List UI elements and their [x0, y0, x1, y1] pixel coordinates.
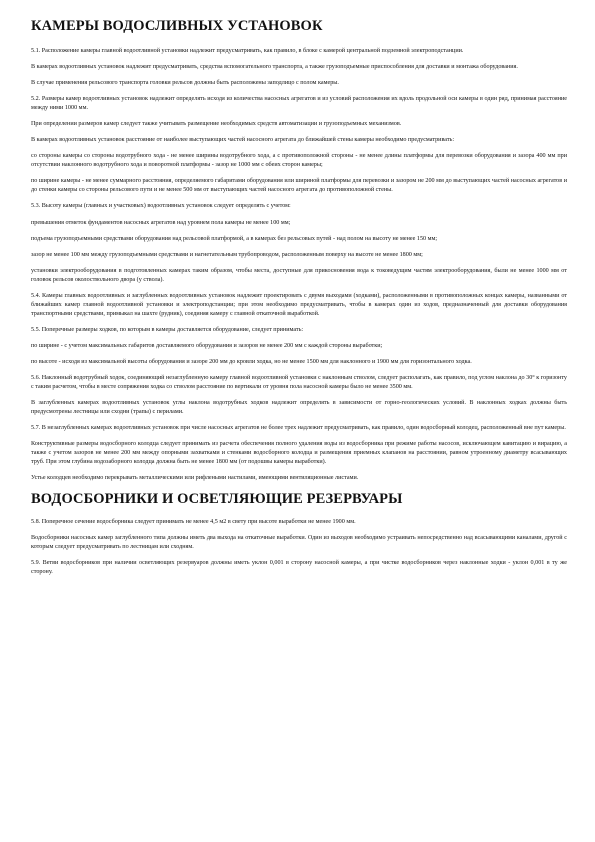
paragraph: 5.6. Наклонный водотрубный ходок, соединяющий незаглубленную камеру главной водоотливной установки с наклонным стволом, следует располагать, как правило, под углом наклона до 30° к горизонту с таким расчетом, чтобы в месте сопряжения ходка со стволом расстояние по вертикали от уровня пола насосной камеры было не менее 3500 мм. [31, 375, 567, 390]
section-body-pump-chambers [31, 47, 567, 483]
paragraph: 5.5. Поперечные размеры ходков, по которым в камеры доставляется оборудование, следует принимать: [31, 326, 304, 333]
paragraph: В заглубленных камерах водоотливных установок углы наклона водотрубных ходков надлежит определять в зависимости от горно-геологических условий. В наклонных ходках должны быть предусмотрены лестницы или сходни (трапы) с перилами. [31, 400, 567, 415]
paragraph: Устье колодцев необходимо перекрывать металлическими или рифлеными настилами, имеющими вентиляционные листами. [31, 475, 359, 482]
paragraph: 5.4. Камеры главных водоотливных и заглубленных водоотливных установок надлежит проектировать с двумя выходами (ходками), расположенными в противоположных концах камеры, названными от ближайших камер главной водоотливной установки и электроподстанции; при этом необходимо предусматривать, чтобы в камерах один из ходов, предназначенный для доставки оборудования транспортными средствами, примыкал на шахте (рудник), соединяя камеру с главной откаточной выработкой. [31, 292, 567, 317]
paragraph: 5.8. Поперечное сечение водосборника следует принимать не менее 4,5 м2 в свету при высоте выработки не менее 1900 мм. [31, 518, 356, 525]
section-body-sumps-reservoirs [31, 518, 567, 577]
paragraph: В камерах водоотливных установок расстояние от наиболее выступающих частей насосного агрегата до ближайшей стены камеры необходимо предусматривать: [31, 137, 455, 144]
paragraph: Водосборники насосных камер заглубленного типа должны иметь два выхода на откаточные выработки. Один из выходов необходимо устраивать непосредственно над всасывающими каналами, другой с которым следует предусматривать по лестницам или сходням. [31, 535, 567, 550]
paragraph: В случае применения рельсового транспорта головки рельсов должны быть расположены заподлицо с полом камеры. [31, 80, 339, 87]
paragraph: по ширине - с учетом максимальных габаритов доставляемого оборудования и зазоров не менее 200 мм с каждой стороны выработки; [31, 342, 383, 349]
paragraph: зазор не менее 100 мм между грузоподъемными средствами и нагнетательным трубопроводом, расположенным поверху на высоте не менее 1800 мм; [31, 251, 423, 258]
paragraph: 5.1. Расположение камеры главной водоотливной установки надлежит предусматривать, как правило, в блоке с камерой центральной подземной электроподстанции. [31, 48, 464, 54]
paragraph: подъема грузоподъемными средствами оборудования над рельсовой платформой, а в камерах без рельсовых путей - над полом на высоту не менее 150 мм; [31, 235, 438, 242]
paragraph: 5.2. Размеры камер водоотливных установок надлежит определять исходя из количества насосных агрегатов и из условий расположения их вдоль продольной оси камеры в один ряд, принимая расстояние между ними 1000 мм. [31, 96, 567, 112]
section-title-sumps-reservoirs: ВОДОСБОРНИКИ И ОСВЕТЛЯЮЩИЕ РЕЗЕРВУАРЫ [31, 490, 403, 507]
paragraph: установки электрооборудования в подготовленных камерах таким образом, чтобы места, доступные для прикосновения вода к токоведущим частям электрооборудования, были не менее 1000 мм от головок рельсов околоствольного двора (у ствола). [31, 267, 567, 283]
paragraph: со стороны камеры со стороны водотрубного хода - не менее ширины водотрубного хода, а с противоположной стороны - не менее длины платформы для перевозки оборудования и зазора 400 мм при отсутствии наклонного водотрубного хода и поворотной платформы - зазор не 1000 мм с обеих сторон камеры; [31, 153, 567, 169]
paragraph: Конструктивные размеры водосборного колодца следует принимать из расчета обеспечения полного удаления воды из водосборника при режиме работы насосов, исключающем кавитацию и вирацию, а также с учетом зазоров не менее 200 мм между опорными захватками и стенками водосборного колодца и размещения приемных клапанов на расстоянии, равном утроенному диаметру всасывающих труб. При этом глубина водозаборного колодца должна быть не менее 1800 мм (от подошвы камеры выработки). [31, 441, 567, 465]
paragraph: 5.9. Ветви водосборников при наличии осветляющих резервуаров должны иметь уклон 0,001 в сторону насосной камеры, а при чистке водосборников через наклонные ходки - уклон 0,001 в ту же сторону. [31, 560, 567, 575]
paragraph: превышения отметок фундаментов насосных агрегатов над уровнем пола камеры не менее 100 мм; [31, 219, 291, 226]
paragraph: по высоте - исходя из максимальной высоты оборудования и зазоре 200 мм до кровли ходка, но не менее 1500 мм для наклонного и 1900 мм для горизонтального ходка. [31, 358, 472, 365]
paragraph: 5.3. Высоту камеры (главных и участковых) водоотливных установок следует определять с учетом: [31, 203, 291, 210]
paragraph: При определении размеров камер следует также учитывать размещение необходимых средств автоматизации и грузоподъемных механизмов. [31, 121, 402, 128]
section-title-pump-chambers: КАМЕРЫ ВОДОСЛИВНЫХ УСТАНОВОК [31, 18, 323, 34]
paragraph: В камерах водоотливных установок надлежит предусматривать, средства вспомогательного транспорта, а также грузоподъемные приспособления для доставки и монтажа оборудования. [31, 64, 518, 71]
paragraph: по ширине камеры - не менее суммарного расстояния, определяемого габаритами оборудования или шириной платформы для перевозки и зазором не 200 мм до выступающих частей насосных агрегатов и до стенки камеры со стороны рельсового пути и не менее 500 мм от выступающих частей насосного агрегата до противоположной стены. [31, 178, 567, 194]
paragraph: 5.7. В незаглубленных камерах водоотливных установок при числе насосных агрегатов не более трех надлежит предусматривать, как правило, один водосборный колодец, расположенный вне пут камеры. [31, 425, 566, 432]
